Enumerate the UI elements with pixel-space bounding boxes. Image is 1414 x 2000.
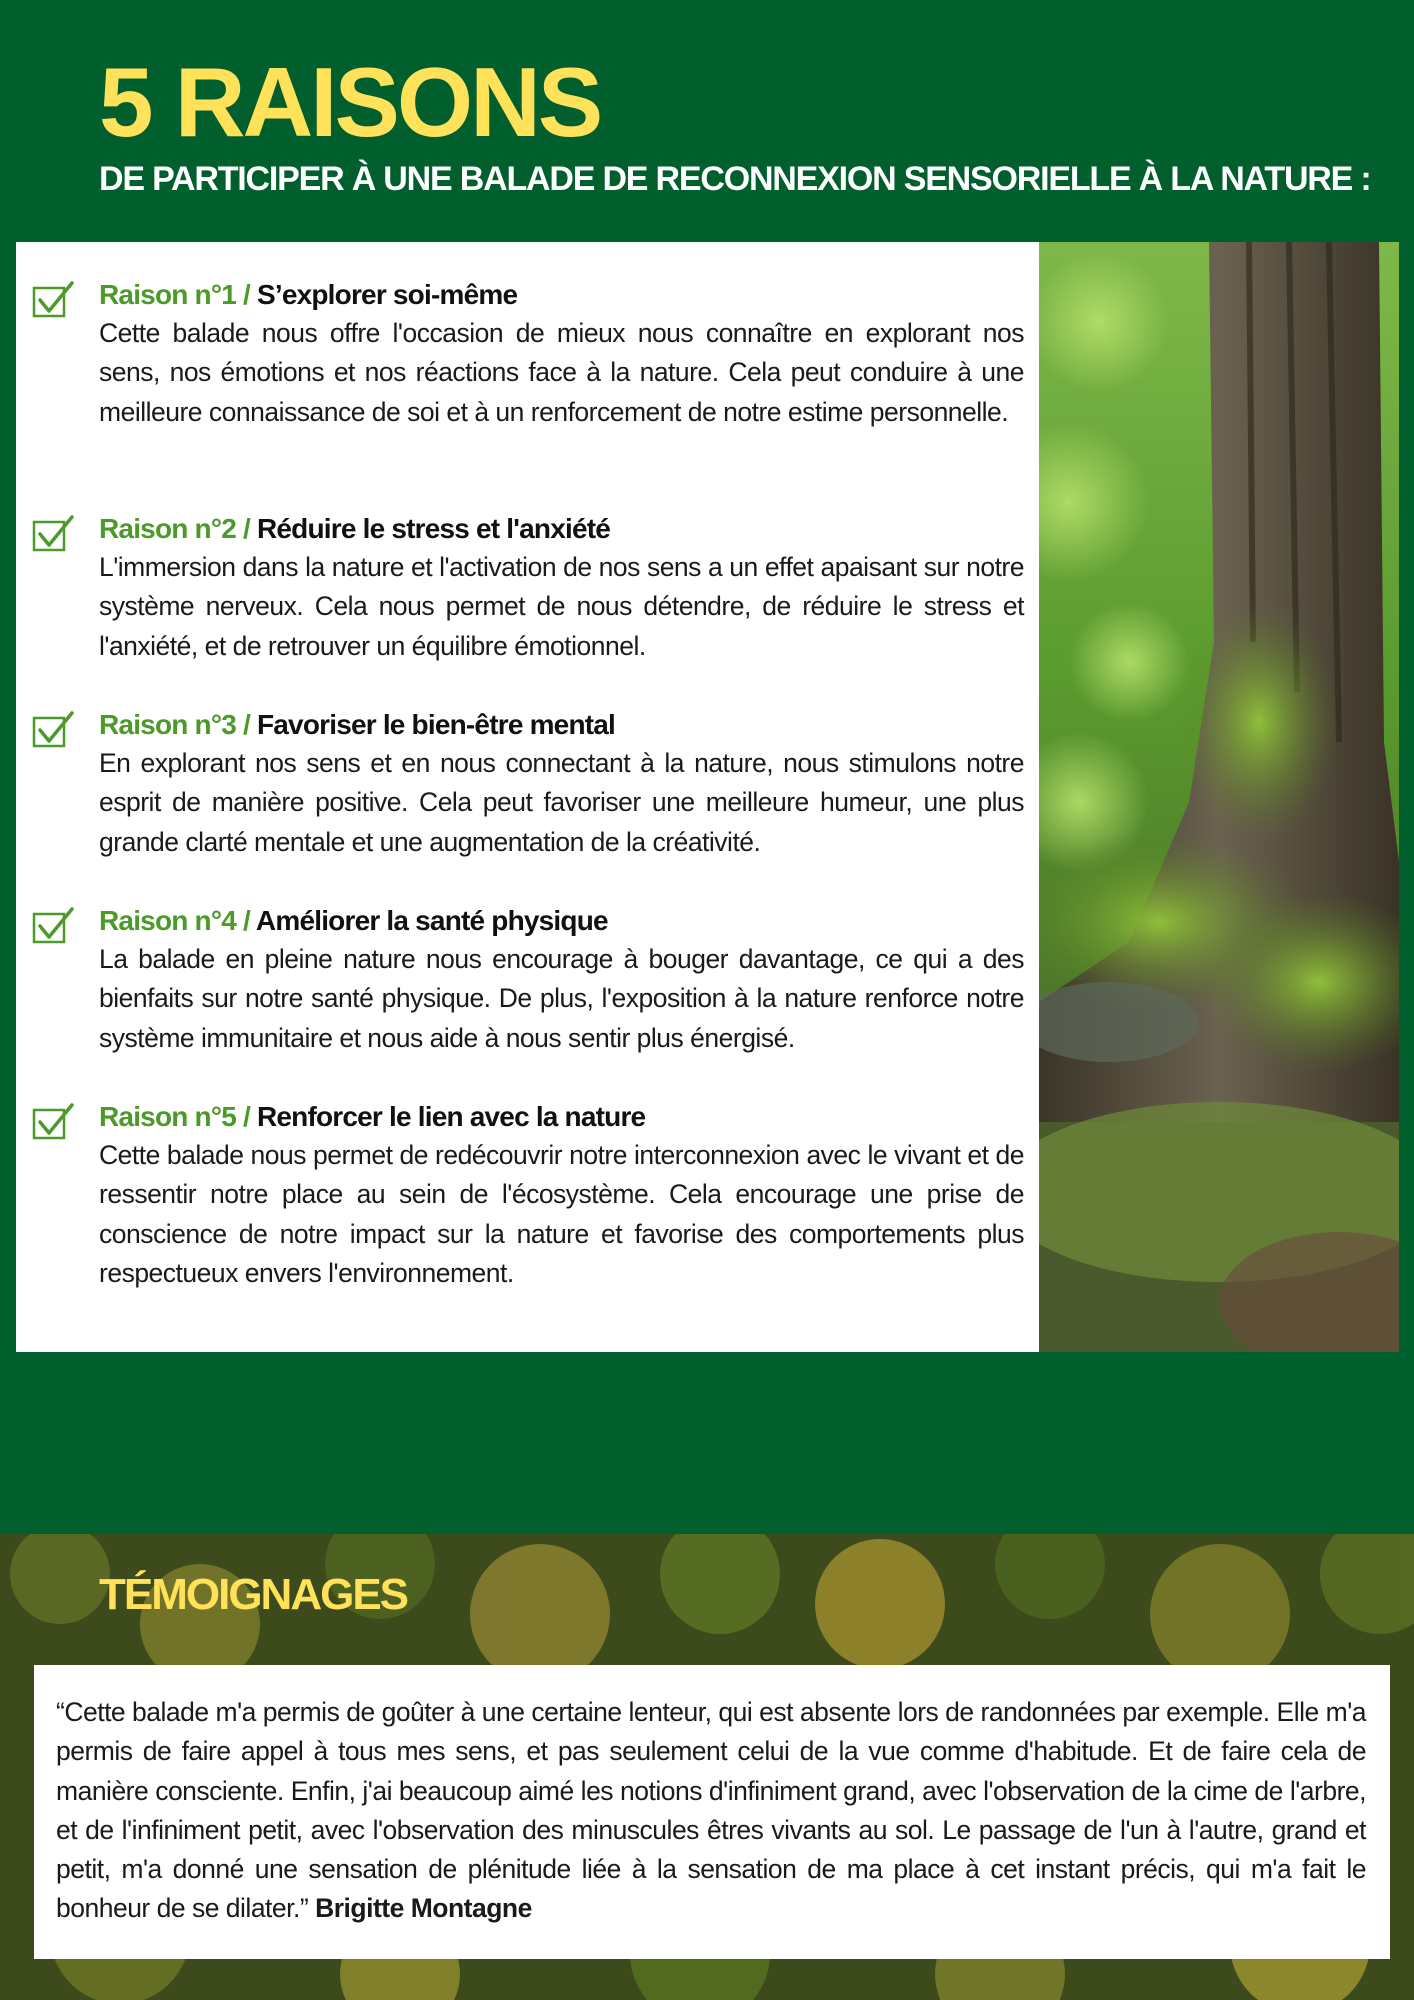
reason-heading bbox=[99, 902, 608, 940]
reason-number: Raison n°5 bbox=[99, 1101, 237, 1132]
checkbox-checked-icon bbox=[32, 710, 76, 748]
tree-photo bbox=[1039, 242, 1399, 1352]
checkbox-checked-icon bbox=[32, 280, 76, 318]
reason-heading bbox=[99, 510, 610, 548]
testimonials-title: TÉMOIGNAGES bbox=[99, 1570, 408, 1619]
testimonial-card bbox=[34, 1665, 1390, 1959]
reason-number: Raison n°1 bbox=[99, 279, 237, 310]
reason-separator: / bbox=[236, 1101, 257, 1132]
reason-number: Raison n°4 bbox=[99, 905, 237, 936]
reason-title: Favoriser le bien-être mental bbox=[256, 709, 616, 740]
reason-title: S’explorer soi-même bbox=[256, 279, 518, 310]
testimonial-author: Brigitte Montagne bbox=[315, 1893, 532, 1924]
reason-heading bbox=[99, 1098, 645, 1136]
reason-number: Raison n°3 bbox=[99, 709, 237, 740]
reason-text: En explorant nos sens et en nous connectant à la nature, nous stimulons notre esprit de manière positive. Cela peut favoriser une meilleure humeur, une plus grande clarté mentale et une augmentation de la créativité. bbox=[99, 748, 1024, 857]
reason-heading bbox=[99, 276, 517, 314]
reason-separator: / bbox=[236, 279, 257, 310]
reason-separator: / bbox=[236, 709, 257, 740]
checkbox-checked-icon bbox=[32, 514, 76, 552]
reason-text: Cette balade nous permet de redécouvrir notre interconnexion avec le vivant et de ressentir notre place au sein de l'écosystème. Cela encourage une prise de conscience de notre impact sur la nature et favorise des comportements plus respectueux envers l'environnement. bbox=[99, 1140, 1024, 1288]
testimonial-quote: “Cette balade m'a permis de goûter à une certaine lenteur, qui est absente lors de randonnées par exemple. Elle m'a permis de faire appel à tous mes sens, et pas seulement celui de la vue comme d'habitude. Et de faire cela de manière consciente. Enfin, j'ai beaucoup aimé les notions d'infiniment grand, avec l'observation de la cime de l'arbre, et de l'infiniment petit, avec l'observation des minuscules êtres vivants au sol. Le passage de l'un à l'autre, grand et petit, m'a donné une sensation de plénitude liée à la sensation de ma place à cet instant précis, qui m'a fait le bonheur de se dilater.” bbox=[56, 1697, 1366, 1924]
page-title: 5 RAISONS bbox=[99, 47, 601, 157]
reason-title: Réduire le stress et l'anxiété bbox=[256, 513, 611, 544]
checkbox-checked-icon bbox=[32, 906, 76, 944]
page-subtitle: DE PARTICIPER À UNE BALADE DE RECONNEXION SENSORIELLE À LA NATURE : bbox=[99, 160, 1371, 198]
checkbox-checked-icon bbox=[32, 1102, 76, 1140]
reason-text: L'immersion dans la nature et l'activation de nos sens a un effet apaisant sur notre système nerveux. Cela nous permet de nous détendre, de réduire le stress et l'anxiété, et de retrouver un équilibre émotionnel. bbox=[99, 552, 1024, 661]
reason-number: Raison n°2 bbox=[99, 513, 237, 544]
reasons-panel bbox=[16, 242, 1039, 1352]
reason-text: Cette balade nous offre l'occasion de mieux nous connaître en explorant nos sens, nos émotions et nos réactions face à la nature. Cela peut conduire à une meilleure connaissance de soi et à un renforcement de notre estime personnelle. bbox=[99, 318, 1024, 427]
page-header bbox=[99, 47, 1374, 199]
reason-separator: / bbox=[236, 905, 256, 936]
reason-title: Renforcer le lien avec la nature bbox=[256, 1101, 646, 1132]
testimonial-text bbox=[56, 1693, 1366, 1929]
reason-separator: / bbox=[236, 513, 257, 544]
reason-heading bbox=[99, 706, 615, 744]
reason-text: La balade en pleine nature nous encourage à bouger davantage, ce qui a des bienfaits sur notre santé physique. De plus, l'exposition à la nature renforce notre système immunitaire et nous aide à nous sentir plus énergisé. bbox=[99, 944, 1024, 1053]
reason-title: Améliorer la santé physique bbox=[255, 905, 608, 936]
